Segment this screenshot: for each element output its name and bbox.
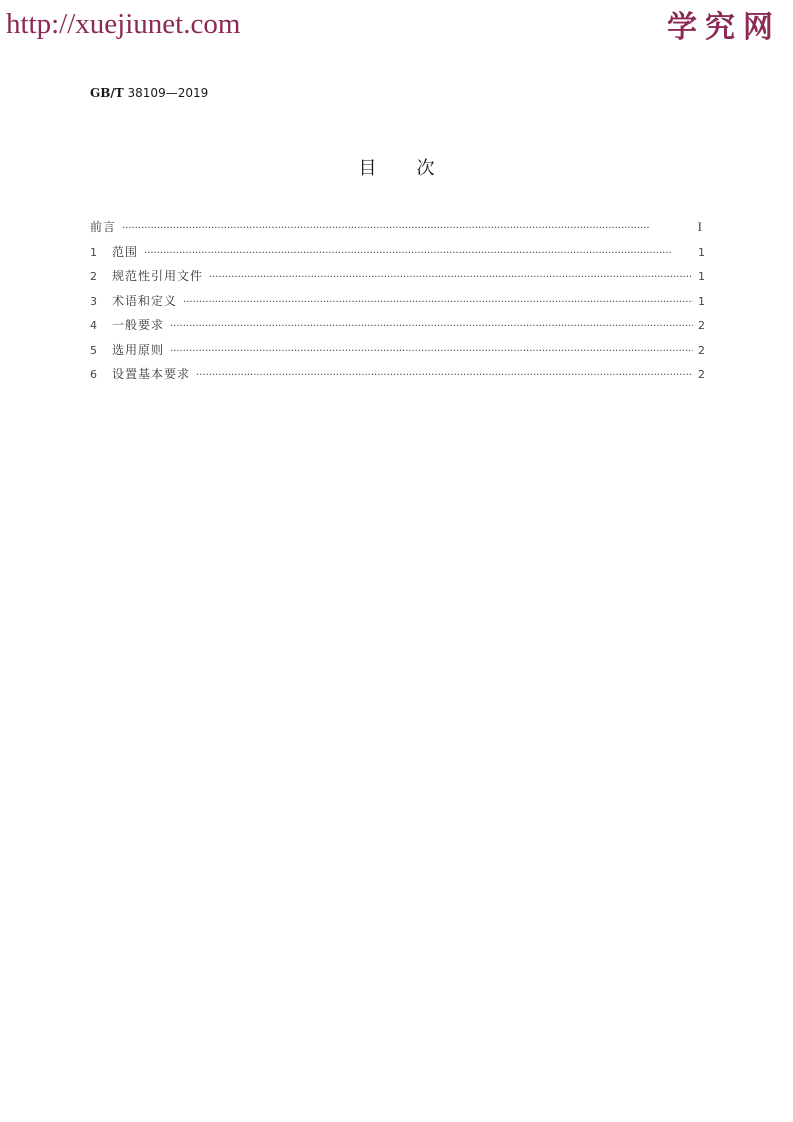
toc-entry-page: I	[697, 219, 702, 234]
toc-entry-selection-principles[interactable]	[90, 341, 705, 366]
toc-entry-text: 前言	[90, 220, 117, 234]
toc-title: 目次	[358, 158, 475, 179]
toc-entry-scope[interactable]	[90, 243, 705, 268]
standard-number: 38109—2019	[127, 86, 209, 100]
toc-leader-dots	[122, 223, 690, 234]
toc-entry-text: 术语和定义	[112, 293, 178, 308]
watermark-url: http://xuejiunet.com	[6, 8, 241, 40]
toc-leader-dots	[170, 321, 693, 332]
toc-entry-number: 1	[90, 245, 97, 259]
watermark-site-name: 学究网	[667, 10, 781, 45]
toc-entry-text: 选用原则	[112, 342, 165, 357]
toc-entry-text: 范围	[112, 244, 139, 259]
toc-entry-normative-references[interactable]	[90, 267, 705, 292]
toc-entry-page: 1	[698, 270, 705, 283]
toc-leader-dots	[196, 370, 693, 381]
toc-leader-dots	[170, 346, 693, 357]
toc-leader-dots	[144, 248, 693, 259]
toc-entry-text: 一般要求	[112, 318, 165, 332]
toc-entry-preface[interactable]	[90, 218, 705, 243]
toc-entry-page: 2	[698, 319, 705, 332]
standard-code	[90, 86, 208, 100]
toc-entry-number: 5	[90, 343, 97, 357]
toc-entry-text: 设置基本要求	[112, 367, 191, 381]
toc-entry-general-requirements[interactable]	[90, 316, 705, 341]
toc-entry-number: 6	[90, 368, 97, 381]
toc-leader-dots	[183, 297, 693, 308]
toc-entry-page: 1	[698, 294, 705, 308]
toc-entry-terms-definitions[interactable]	[90, 292, 705, 317]
toc-entry-number: 3	[90, 294, 97, 308]
toc-entry-number: 4	[90, 319, 97, 332]
toc-leader-dots	[209, 272, 693, 283]
toc-entry-page: 2	[698, 368, 705, 381]
table-of-contents	[90, 218, 705, 390]
toc-entry-text: 规范性引用文件	[112, 269, 204, 283]
standard-prefix: GB/T	[90, 86, 124, 100]
toc-entry-number: 2	[90, 270, 97, 283]
toc-entry-page: 1	[698, 245, 705, 259]
toc-entry-setup-requirements[interactable]	[90, 365, 705, 390]
toc-entry-page: 2	[698, 343, 705, 357]
